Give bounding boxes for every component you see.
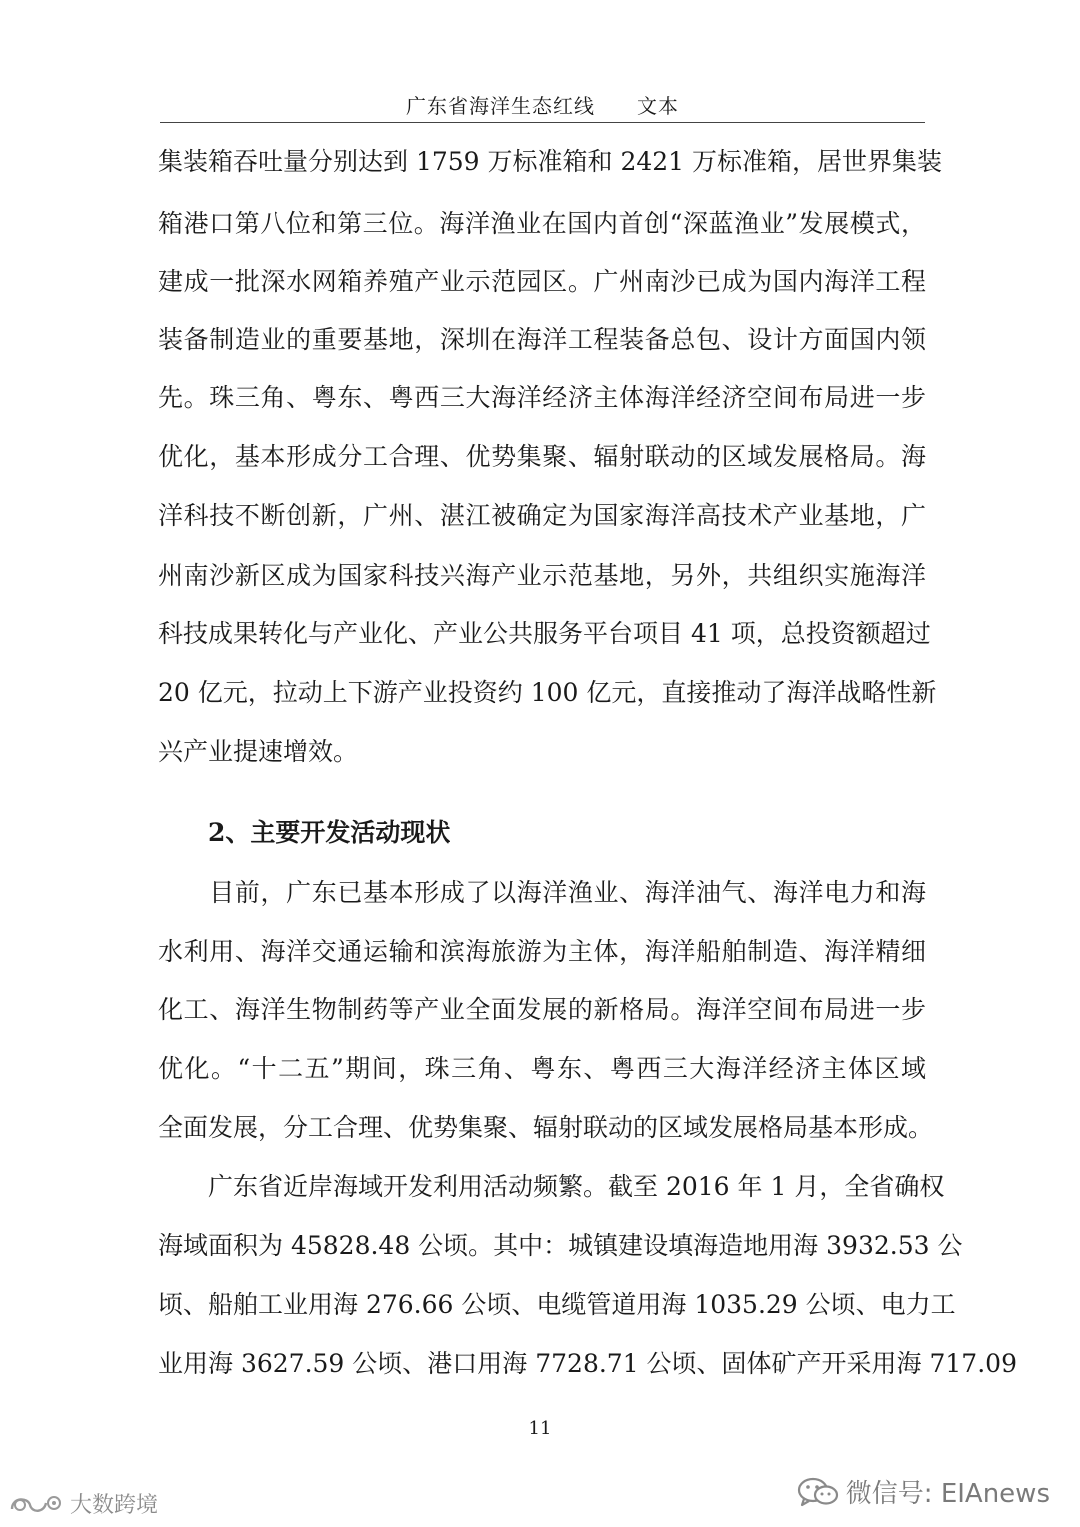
wechat-id-text: 微信号: EIAnews bbox=[845, 1479, 1050, 1509]
wechat-watermark bbox=[796, 1473, 1050, 1510]
brand-logo-icon bbox=[8, 1491, 66, 1517]
brand-text: 大数跨境 bbox=[70, 1493, 159, 1518]
paragraph-line: 州南沙新区成为国家科技兴海产业示范基地，另外，共组织实施海洋 bbox=[158, 561, 926, 590]
section-heading: 2、主要开发活动现状 bbox=[208, 818, 451, 847]
paragraph-line: 广东省近岸海域开发利用活动频繁。截至 2016 年 1 月，全省确权 bbox=[158, 1172, 945, 1201]
page-number: 11 bbox=[528, 1418, 552, 1439]
paragraph-line: 水利用、海洋交通运输和滨海旅游为主体，海洋船舶制造、海洋精细 bbox=[158, 937, 926, 966]
paragraph-line: 海域面积为 45828.48 公顷。其中：城镇建设填海造地用海 3932.53 公 bbox=[158, 1231, 963, 1260]
wechat-icon bbox=[796, 1477, 840, 1507]
paragraph-line: 化工、海洋生物制药等产业全面发展的新格局。海洋空间布局进一步 bbox=[158, 995, 926, 1024]
paragraph-line: 目前，广东已基本形成了以海洋渔业、海洋油气、海洋电力和海 bbox=[158, 878, 926, 907]
paragraph-line: 先。珠三角、粤东、粤西三大海洋经济主体海洋经济空间布局进一步 bbox=[158, 383, 926, 412]
brand-watermark bbox=[8, 1488, 158, 1519]
paragraph-line: 全面发展，分工合理、优势集聚、辐射联动的区域发展格局基本形成。 bbox=[158, 1113, 934, 1142]
paragraph-line: 装备制造业的重要基地，深圳在海洋工程装备总包、设计方面国内领 bbox=[158, 325, 926, 354]
paragraph-line: 优化。“十二五”期间，珠三角、粤东、粤西三大海洋经济主体区域 bbox=[158, 1054, 926, 1083]
header-divider bbox=[160, 122, 925, 123]
paragraph-line: 箱港口第八位和第三位。海洋渔业在国内首创“深蓝渔业”发展模式， bbox=[158, 209, 926, 238]
paragraph-line: 业用海 3627.59 公顷、港口用海 7728.71 公顷、固体矿产开采用海 717.09 bbox=[158, 1349, 1017, 1378]
page-header-title: 广东省海洋生态红线 文本 bbox=[406, 94, 679, 118]
paragraph-line: 20 亿元，拉动上下游产业投资约 100 亿元，直接推动了海洋战略性新 bbox=[158, 678, 937, 707]
paragraph-line: 兴产业提速增效。 bbox=[158, 737, 359, 766]
paragraph-line: 顷、船舶工业用海 276.66 公顷、电缆管道用海 1035.29 公顷、电力工 bbox=[158, 1290, 956, 1319]
paragraph-line: 优化，基本形成分工合理、优势集聚、辐射联动的区域发展格局。海 bbox=[158, 442, 926, 471]
paragraph-line: 科技成果转化与产业化、产业公共服务平台项目 41 项，总投资额超过 bbox=[158, 619, 931, 648]
paragraph-line: 洋科技不断创新，广州、湛江被确定为国家海洋高技术产业基地，广 bbox=[158, 501, 926, 530]
paragraph-line: 集装箱吞吐量分别达到 1759 万标准箱和 2421 万标准箱，居世界集装 bbox=[158, 147, 943, 176]
paragraph-line: 建成一批深水网箱养殖产业示范园区。广州南沙已成为国内海洋工程 bbox=[158, 267, 926, 296]
